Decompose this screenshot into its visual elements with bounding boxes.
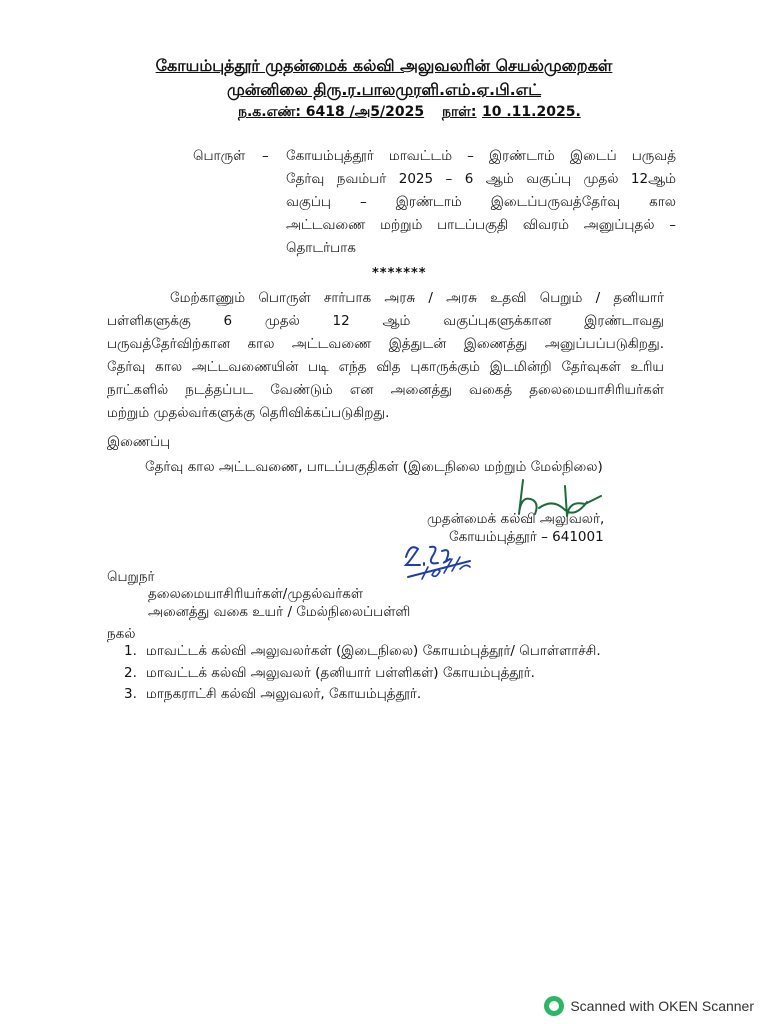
scanner-watermark bbox=[544, 996, 754, 1016]
recipient-line: அனைத்து வகை உயர் / மேல்நிலைப்பள்ளி bbox=[148, 604, 411, 620]
ref-number: ந.க.எண்: 6418 /அ5/2025 bbox=[238, 104, 425, 120]
copy-item-text: மாவட்டக் கல்வி அலுவலர்கள் (இடைநிலை) கோயம்புத்தூர்/ பொள்ளாச்சி. bbox=[146, 643, 601, 659]
subject-line: கோயம்புத்தூர் மாவட்டம் – இரண்டாம் இடைப் பருவத் bbox=[286, 148, 676, 164]
subject-label: பொருள் bbox=[193, 148, 246, 164]
body-line: நாட்களில் நடத்தப்பட வேண்டும் என அனைத்து வகைத் தலைமையாசிரியர்கள் bbox=[107, 382, 664, 398]
date-value: 10 .11.2025. bbox=[482, 104, 581, 120]
separator-stars: ******* bbox=[372, 266, 427, 281]
recipient-label: பெறுநர் bbox=[107, 569, 155, 585]
scanner-text: Scanned with OKEN Scanner bbox=[570, 998, 754, 1014]
body-line: தேர்வு கால அட்டவணையின் படி எந்த வித புகாருக்கும் இடமின்றி தேர்வுகள் உரிய bbox=[107, 359, 664, 375]
subject-line: அட்டவணை மற்றும் பாடப்பகுதி விவரம் அனுப்புதல் – bbox=[286, 217, 676, 233]
enclosure-label: இணைப்பு bbox=[107, 434, 171, 450]
copy-item-text: மாவட்டக் கல்வி அலுவலர் (தனியார் பள்ளிகள்) கோயம்புத்தூர். bbox=[146, 665, 535, 681]
copy-item-number: 3. bbox=[124, 686, 137, 702]
copy-label: நகல் bbox=[107, 626, 136, 642]
copy-item-text: மாநகராட்சி கல்வி அலுவலர், கோயம்புத்தூர். bbox=[146, 686, 422, 702]
body-line: பள்ளிகளுக்கு 6 முதல் 12 ஆம் வகுப்புகளுக்கான இரண்டாவது bbox=[107, 313, 664, 329]
signatory-designation: முதன்மைக் கல்வி அலுவலர், bbox=[427, 511, 605, 527]
body-line: மற்றும் முதல்வர்களுக்கு தெரிவிக்கப்படுகிறது. bbox=[107, 405, 390, 421]
recipient-line: தலைமையாசிரியர்கள்/முதல்வர்கள் bbox=[148, 586, 364, 602]
copy-item-number: 2. bbox=[124, 665, 137, 681]
header-officer: முன்னிலை திரு.ர.பாலமுரளி.எம்.ஏ.பி.எட் bbox=[227, 80, 541, 99]
copy-item-number: 1. bbox=[124, 643, 137, 659]
subject-dash: – bbox=[262, 148, 269, 164]
oken-scanner-icon bbox=[544, 996, 564, 1016]
header-title: கோயம்புத்தூர் முதன்மைக் கல்வி அலுவலரின் செயல்முறைகள் bbox=[155, 56, 613, 75]
date-label: நாள்: bbox=[442, 104, 477, 120]
handwritten-initial-date bbox=[400, 535, 480, 583]
body-line: மேற்காணும் பொருள் சார்பாக அரசு / அரசு உதவி பெறும் / தனியார் bbox=[170, 290, 664, 306]
body-line: பருவத்தேர்விற்கான கால அட்டவணை இத்துடன் இணைத்து அனுப்பப்படுகிறது. bbox=[107, 336, 664, 352]
enclosure-text: தேர்வு கால அட்டவணை, பாடப்பகுதிகள் (இடைநிலை மற்றும் மேல்நிலை) bbox=[145, 459, 603, 475]
subject-line: வகுப்பு – இரண்டாம் இடைப்பருவத்தேர்வு கால bbox=[286, 194, 676, 210]
subject-line: தேர்வு நவம்பர் 2025 – 6 ஆம் வகுப்பு முதல் 12ஆம் bbox=[286, 171, 676, 187]
subject-line: தொடர்பாக bbox=[286, 240, 356, 256]
signatory-location: கோயம்புத்தூர் – 641001 bbox=[449, 529, 604, 545]
